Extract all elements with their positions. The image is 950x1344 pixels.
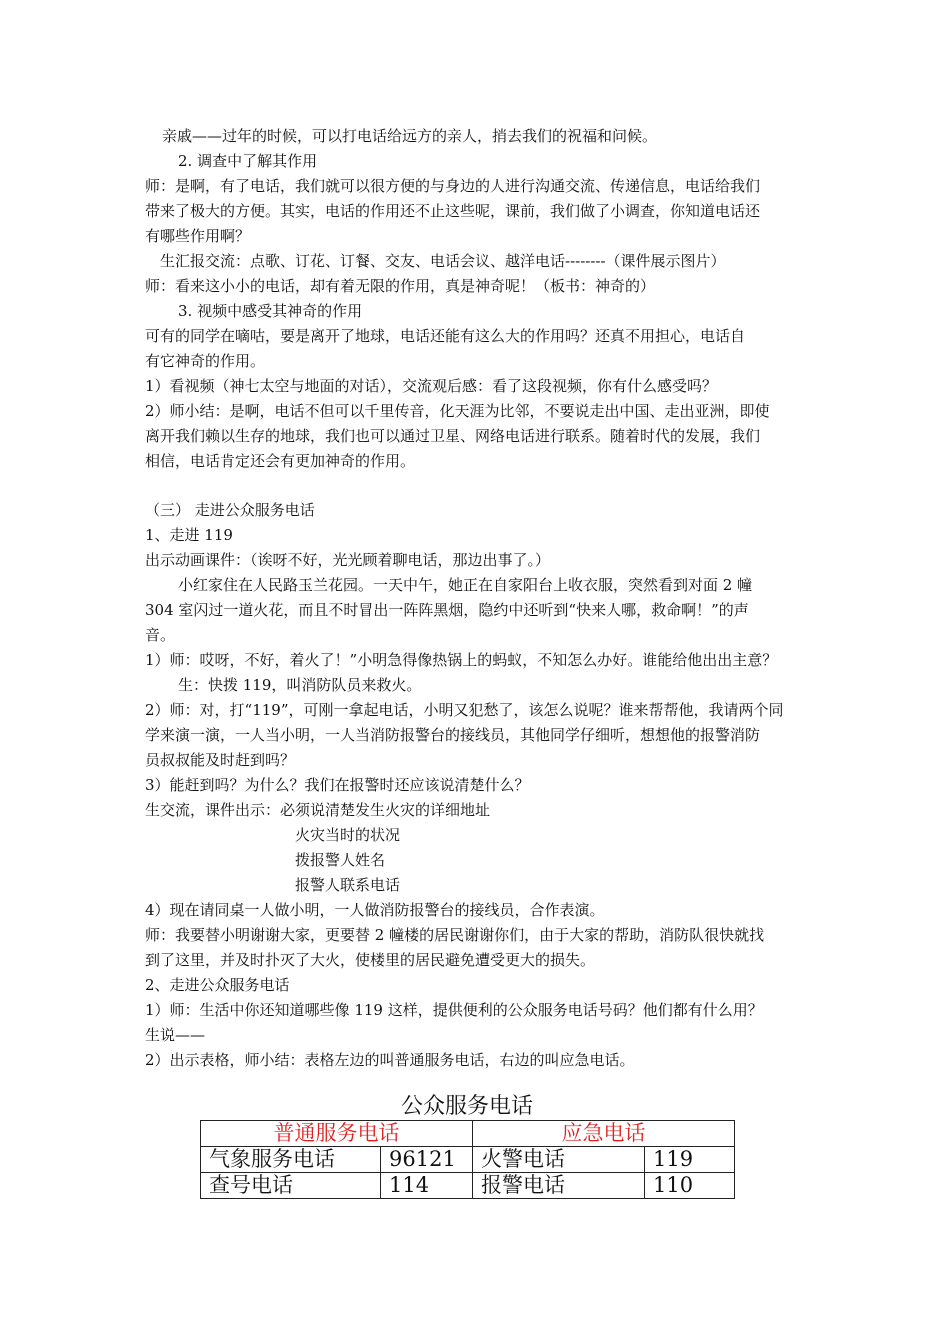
paragraph-line: 带来了极大的方便。其实，电话的作用还不止这些呢，课前，我们做了小调查，你知道电话还 bbox=[145, 202, 761, 220]
paragraph-line: 可有的同学在嘀咕，要是离开了地球，电话还能有这么大的作用吗？还真不用担心，电话自 bbox=[145, 327, 746, 345]
list-item: 拨报警人姓名 bbox=[295, 851, 386, 869]
paragraph-line: 师：看来这小小的电话，却有着无限的作用，真是神奇呢！（板书：神奇的） bbox=[145, 277, 656, 295]
table-row bbox=[201, 1147, 735, 1173]
paragraph-line: 生：快拨 119，叫消防队员来救火。 bbox=[178, 676, 422, 694]
section-heading: （三） 走进公众服务电话 bbox=[145, 501, 315, 519]
table-cell: 查号电话 bbox=[201, 1173, 381, 1199]
table-title: 公众服务电话 bbox=[400, 1094, 533, 1119]
paragraph-line: 学来演一演，一人当小明，一人当消防报警台的接线员，其他同学仔细听，想想他的报警消防 bbox=[145, 726, 761, 744]
paragraph-line: 生交流，课件出示：必须说清楚发生火灾的详细地址 bbox=[145, 801, 491, 819]
paragraph-line: 生说—— bbox=[145, 1026, 206, 1044]
list-item: 报警人联系电话 bbox=[295, 876, 401, 894]
table-header-row bbox=[201, 1121, 735, 1147]
paragraph-line: 3）能赶到吗？为什么？我们在报警时还应该说清楚什么？ bbox=[145, 776, 530, 794]
paragraph-line: 1）看视频（神七太空与地面的对话），交流观后感：看了这段视频，你有什么感受吗？ bbox=[145, 377, 718, 395]
subheading-line: 1、走进 119 bbox=[145, 526, 233, 544]
paragraph-line: 有它神奇的作用。 bbox=[145, 352, 266, 370]
table-cell: 110 bbox=[645, 1173, 735, 1199]
paragraph-line: 离开我们赖以生存的地球，我们也可以通过卫星、网络电话进行联系。随着时代的发展，我们 bbox=[145, 427, 761, 445]
paragraph-line: 音。 bbox=[145, 626, 176, 644]
table-cell: 气象服务电话 bbox=[201, 1147, 381, 1173]
paragraph-line: 2）师小结：是啊，电话不但可以千里传音，化天涯为比邻，不要说走出中国、走出亚洲，即使 bbox=[145, 402, 770, 420]
paragraph-line: 4）现在请同桌一人做小明，一人做消防报警台的接线员，合作表演。 bbox=[145, 901, 605, 919]
paragraph-line: 师：我要替小明谢谢大家，更要替 2 幢楼的居民谢谢你们，由于大家的帮助，消防队很快就找 bbox=[145, 926, 765, 944]
paragraph-line: 相信，电话肯定还会有更加神奇的作用。 bbox=[145, 452, 416, 470]
subheading-line: 3. 视频中感受其神奇的作用 bbox=[178, 302, 363, 320]
subheading-line: 2. 调查中了解其作用 bbox=[178, 152, 318, 170]
paragraph-line: 304 室闪过一道火花，而且不时冒出一阵阵黑烟，隐约中还听到“快来人哪，救命啊！”的声 bbox=[145, 601, 749, 619]
list-item: 火灾当时的状况 bbox=[295, 826, 401, 844]
subheading-line: 2、走进公众服务电话 bbox=[145, 976, 290, 994]
paragraph-line: 出示动画课件：（诶呀不好，光光顾着聊电话，那边出事了。） bbox=[145, 551, 551, 569]
paragraph-line: 有哪些作用啊？ bbox=[145, 227, 251, 245]
paragraph-line: 师：是啊，有了电话，我们就可以很方便的与身边的人进行沟通交流、传递信息，电话给我们 bbox=[145, 177, 761, 195]
service-phone-table bbox=[200, 1120, 735, 1199]
paragraph-line: 到了这里，并及时扑灭了大火，使楼里的居民避免遭受更大的损失。 bbox=[145, 951, 596, 969]
table-cell: 96121 bbox=[381, 1147, 473, 1173]
paragraph-line: 1）师：哎呀，不好，着火了！”小明急得像热锅上的蚂蚁，不知怎么办好。谁能给他出出主意？ bbox=[145, 651, 778, 669]
table-cell: 119 bbox=[645, 1147, 735, 1173]
paragraph-line: 2）师：对，打“119”，可刚一拿起电话，小明又犯愁了，该怎么说呢？谁来帮帮他，我请两个同 bbox=[145, 701, 784, 719]
paragraph-line: 亲戚——过年的时候，可以打电话给远方的亲人，捎去我们的祝福和问候。 bbox=[162, 127, 658, 145]
table-cell: 报警电话 bbox=[473, 1173, 645, 1199]
paragraph-line: 1）师：生活中你还知道哪些像 119 这样，提供便利的公众服务电话号码？他们都有什么用？ bbox=[145, 1001, 763, 1019]
paragraph-line: 小红家住在人民路玉兰花园。一天中午，她正在自家阳台上收衣服，突然看到对面 2 幢 bbox=[178, 576, 753, 594]
paragraph-line: 2）出示表格，师小结：表格左边的叫普通服务电话，右边的叫应急电话。 bbox=[145, 1051, 635, 1069]
table-cell: 火警电话 bbox=[473, 1147, 645, 1173]
table-row bbox=[201, 1173, 735, 1199]
table-cell: 114 bbox=[381, 1173, 473, 1199]
paragraph-line: 员叔叔能及时赶到吗？ bbox=[145, 751, 296, 769]
paragraph-line: 生汇报交流：点歌、订花、订餐、交友、电话会议、越洋电话--------（课件展示图片） bbox=[160, 252, 726, 270]
header-regular-service: 普通服务电话 bbox=[201, 1121, 473, 1147]
header-emergency: 应急电话 bbox=[473, 1121, 735, 1147]
